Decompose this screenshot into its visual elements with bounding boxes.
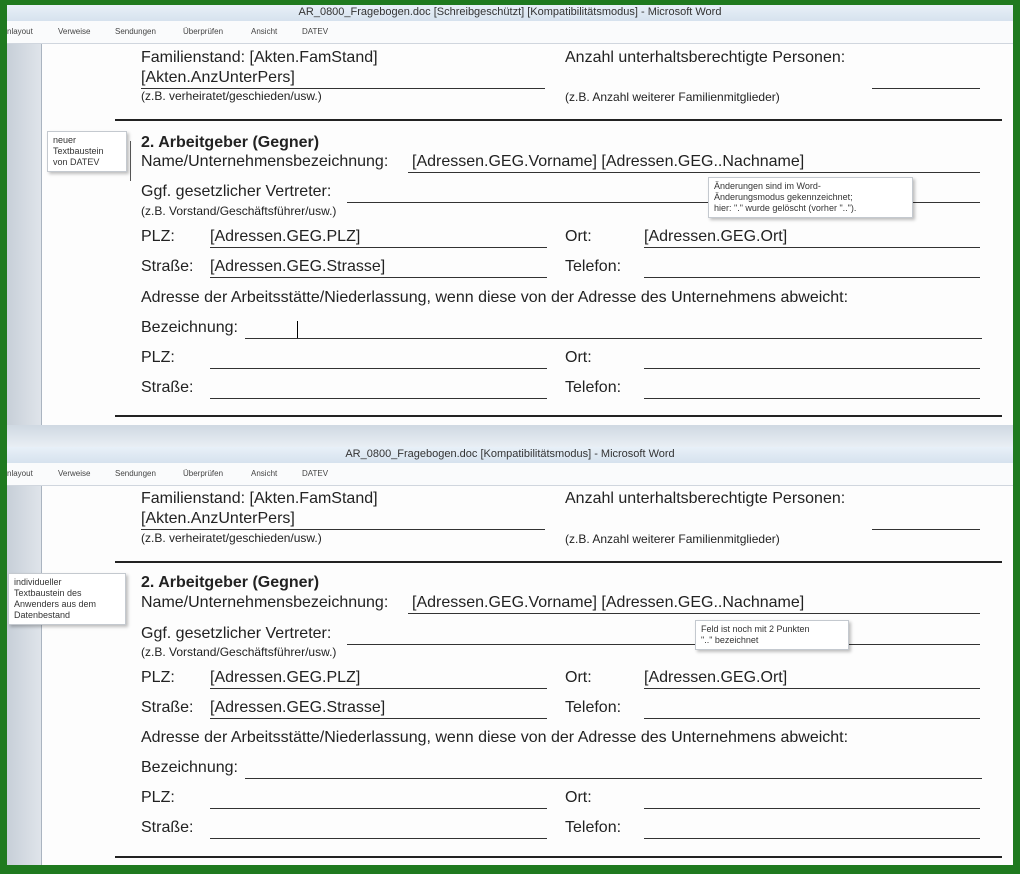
name-line	[408, 613, 980, 614]
comment-user-textbaustein[interactable]: individueller Textbaustein des Anwenders aus dem Datenbestand	[8, 573, 126, 625]
word-window-top	[7, 5, 1013, 425]
title-bar	[7, 5, 1013, 21]
strasse-label: Straße:	[141, 258, 194, 275]
telefon-label: Telefon:	[565, 258, 622, 275]
arbeitsstaette-text: Adresse der Arbeitsstätte/Niederlassung, wenn diese von der Adresse des Unternehmens abweicht:	[141, 289, 849, 306]
name-label: Name/Unternehmensbezeichnung:	[141, 594, 389, 611]
section-divider	[115, 561, 1002, 563]
bezeichnung-line	[245, 338, 982, 339]
plz-value: [Adressen.GEG.PLZ]	[210, 669, 361, 686]
tab-datev[interactable]: DATEV	[302, 27, 329, 36]
tab-datev[interactable]: DATEV	[302, 469, 329, 478]
anzahl-hint: (z.B. Anzahl weiterer Familienmitglieder)	[565, 532, 780, 546]
anz-unter-pers-field: [Akten.AnzUnterPers]	[141, 510, 295, 527]
anzahl-label: Anzahl unterhaltsberechtigte Personen:	[565, 490, 846, 507]
plz-line	[210, 247, 547, 248]
bezeichnung-label: Bezeichnung:	[141, 759, 238, 776]
plz2-label: PLZ:	[141, 349, 175, 366]
tab-verweise[interactable]: Verweise	[58, 469, 91, 478]
strasse2-label: Straße:	[141, 819, 194, 836]
tab-ansicht[interactable]: Ansicht	[251, 469, 278, 478]
ort-line	[644, 247, 980, 248]
section-divider	[115, 119, 1002, 121]
familienstand-hint: (z.B. verheiratet/geschieden/usw.)	[141, 531, 322, 545]
tab-sendungen[interactable]: Sendungen	[115, 27, 156, 36]
bezeichnung-label: Bezeichnung:	[141, 319, 238, 336]
strasse-line	[210, 277, 547, 278]
tab-sendungen[interactable]: Sendungen	[115, 469, 156, 478]
plz2-label: PLZ:	[141, 789, 175, 806]
tab-ansicht[interactable]: Ansicht	[251, 27, 278, 36]
vertreter-line	[347, 644, 980, 645]
comment-two-dots[interactable]: Feld ist noch mit 2 Punkten ".." bezeichnet	[695, 620, 849, 650]
anzahl-label: Anzahl unterhaltsberechtigte Personen:	[565, 49, 846, 66]
tab-ueberpruefen[interactable]: Überprüfen	[183, 469, 224, 478]
text-cursor	[297, 321, 298, 338]
strasse-line	[210, 718, 547, 719]
ort-line	[644, 688, 980, 689]
document-page[interactable]	[42, 44, 1013, 425]
anzahl-line	[872, 529, 980, 530]
panel-separator	[7, 425, 1013, 447]
strasse2-line	[210, 398, 547, 399]
arbeitsstaette-text: Adresse der Arbeitsstätte/Niederlassung, wenn diese von der Adresse des Unternehmens abweicht:	[141, 729, 849, 746]
section-heading: 2. Arbeitgeber (Gegner)	[141, 574, 320, 591]
vertreter-hint: (z.B. Vorstand/Geschäftsführer/usw.)	[141, 645, 337, 659]
ort2-label: Ort:	[565, 349, 592, 366]
telefon2-line	[644, 398, 980, 399]
section-heading: 2. Arbeitgeber (Gegner)	[141, 134, 320, 151]
tab-ueberpruefen[interactable]: Überprüfen	[183, 27, 224, 36]
window-title: AR_0800_Fragebogen.doc [Kompatibilitätsmodus] - Microsoft Word	[345, 448, 675, 460]
vertreter-label: Ggf. gesetzlicher Vertreter:	[141, 625, 332, 642]
tab-seitenlayout[interactable]: nlayout	[7, 27, 33, 36]
vertreter-label: Ggf. gesetzlicher Vertreter:	[141, 183, 332, 200]
strasse-label: Straße:	[141, 699, 194, 716]
left-margin-area	[7, 486, 42, 865]
name-label: Name/Unternehmensbezeichnung:	[141, 153, 389, 170]
vertreter-hint: (z.B. Vorstand/Geschäftsführer/usw.)	[141, 204, 337, 218]
familienstand-text: Familienstand: [Akten.FamStand]	[141, 49, 378, 66]
name-value: [Adressen.GEG.Vorname] [Adressen.GEG..Nachname]	[412, 153, 805, 170]
left-margin-area	[7, 44, 42, 425]
comment-change-tracking[interactable]: Änderungen sind im Word- Änderungsmodus gekennzeichnet; hier: "." wurde gelöscht (vorher "..").	[708, 177, 913, 218]
ort2-label: Ort:	[565, 789, 592, 806]
name-line	[408, 172, 980, 173]
plz-line	[210, 688, 547, 689]
plz-label: PLZ:	[141, 669, 175, 686]
title-bar	[7, 447, 1013, 463]
plz2-line	[210, 368, 547, 369]
telefon-label: Telefon:	[565, 699, 622, 716]
strasse2-line	[210, 838, 547, 839]
anzahl-hint: (z.B. Anzahl weiterer Familienmitglieder)	[565, 90, 780, 104]
tab-verweise[interactable]: Verweise	[58, 27, 91, 36]
ribbon-tabs	[7, 21, 1013, 44]
ort-value: [Adressen.GEG.Ort]	[644, 669, 788, 686]
ort2-line	[644, 368, 980, 369]
bezeichnung-line	[245, 778, 982, 779]
plz-value: [Adressen.GEG.PLZ]	[210, 228, 361, 245]
telefon-line	[644, 277, 980, 278]
bottom-divider	[115, 856, 1002, 858]
ort2-line	[644, 808, 980, 809]
plz2-line	[210, 808, 547, 809]
familienstand-line	[141, 529, 545, 530]
ort-label: Ort:	[565, 669, 592, 686]
name-value: [Adressen.GEG.Vorname] [Adressen.GEG..Nachname]	[412, 594, 805, 611]
ort-value: [Adressen.GEG.Ort]	[644, 228, 788, 245]
tab-seitenlayout[interactable]: nlayout	[7, 469, 33, 478]
strasse2-label: Straße:	[141, 379, 194, 396]
telefon2-label: Telefon:	[565, 379, 622, 396]
change-bar	[130, 141, 131, 181]
comment-new-textbaustein[interactable]: neuer Textbaustein von DATEV	[47, 131, 127, 172]
bottom-divider	[115, 415, 1002, 417]
telefon-line	[644, 718, 980, 719]
familienstand-text: Familienstand: [Akten.FamStand]	[141, 490, 378, 507]
plz-label: PLZ:	[141, 228, 175, 245]
window-title: AR_0800_Fragebogen.doc [Schreibgeschützt] [Kompatibilitätsmodus] - Microsoft Word	[298, 6, 722, 18]
ort-label: Ort:	[565, 228, 592, 245]
familienstand-hint: (z.B. verheiratet/geschieden/usw.)	[141, 89, 322, 103]
document-page[interactable]	[14, 486, 1013, 865]
anzahl-line	[872, 88, 980, 89]
telefon2-line	[644, 838, 980, 839]
anz-unter-pers-field: [Akten.AnzUnterPers]	[141, 69, 295, 86]
strasse-value: [Adressen.GEG.Strasse]	[210, 699, 386, 716]
telefon2-label: Telefon:	[565, 819, 622, 836]
word-window-bottom	[7, 447, 1013, 865]
ribbon-tabs	[7, 463, 1013, 486]
strasse-value: [Adressen.GEG.Strasse]	[210, 258, 386, 275]
